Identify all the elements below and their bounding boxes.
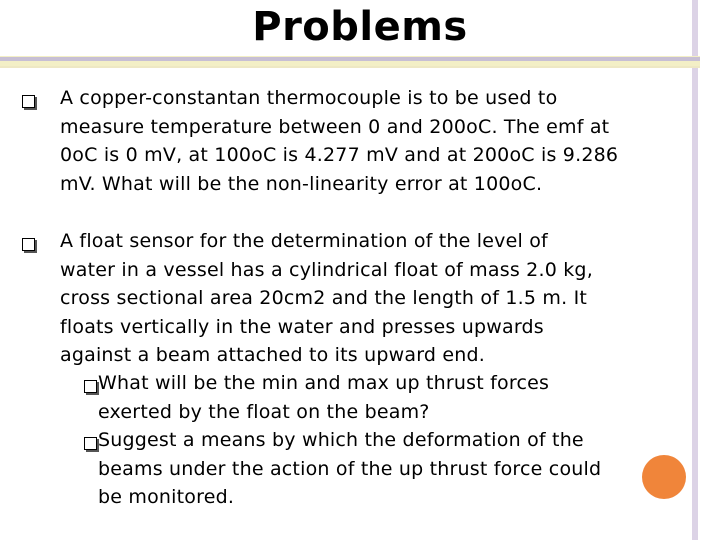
checkbox-bullet-icon xyxy=(84,380,97,393)
bullet-text: A float sensor for the determination of the level of water in a vessel has a cylindrical float of mass 2.0 kg, cross sectional area 20cm2 and the length of 1.5 m. It floats vertically in the water and presses upwards against a beam attached to its upward end. xyxy=(60,230,593,366)
checkbox-bullet-icon xyxy=(22,95,35,108)
slide-title: Problems xyxy=(252,4,468,50)
checkbox-bullet-icon xyxy=(84,437,97,450)
checkbox-bullet-icon xyxy=(22,238,35,251)
sub-bullet-text: Suggest a means by which the deformation of the beams under the action of the up thrust force could be monitored. xyxy=(98,429,602,508)
bullet-text: A copper-constantan thermocouple is to be used to measure temperature between 0 and 200oC. The emf at 0oC is 0 mV, at 100oC is 4.277 mV and at 200oC is 9.286 mV. What will be the non-linearity error at 100oC. xyxy=(60,87,619,195)
title-underline-rule-light xyxy=(0,66,700,68)
title-underline-rule xyxy=(0,57,700,61)
sub-bullet-text: What will be the min and max up thrust forces exerted by the float on the beam? xyxy=(98,372,550,423)
